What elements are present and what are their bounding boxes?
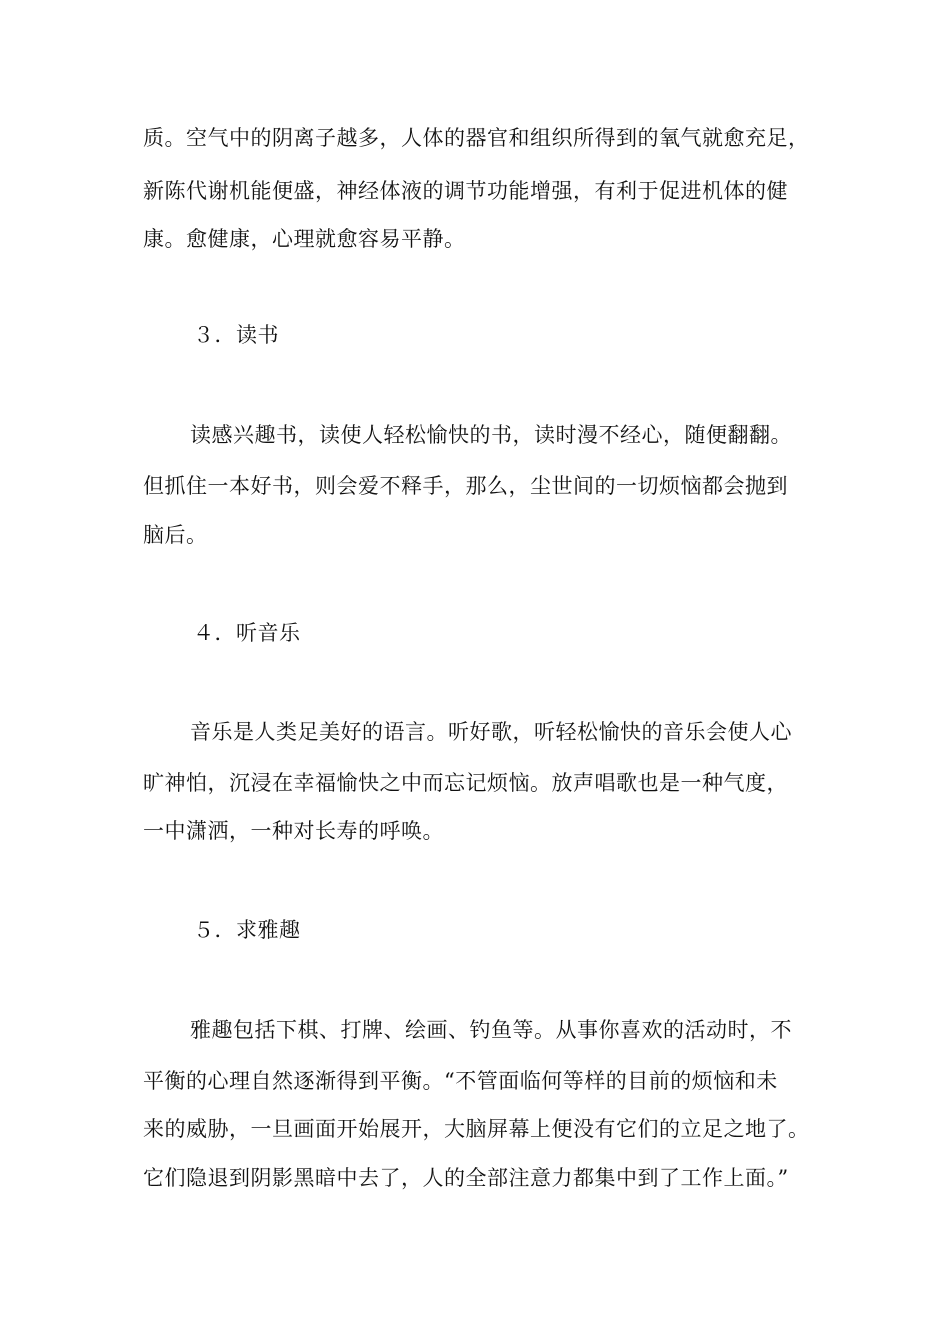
section-heading-music: ４．听音乐 <box>193 621 301 645</box>
paragraph-line: 旷神怕，沉浸在幸福愉快之中而忘记烦恼。放声唱歌也是一种气度， <box>143 771 788 795</box>
paragraph-line: 质。空气中的阴离子越多，人体的器官和组织所得到的氧气就愈充足， <box>143 126 810 150</box>
paragraph-line: 平衡的心理自然逐渐得到平衡。“不管面临何等样的目前的烦恼和未 <box>143 1069 778 1093</box>
paragraph-line: 脑后。 <box>143 523 208 547</box>
paragraph-line: 康。愈健康，心理就愈容易平静。 <box>143 227 466 251</box>
paragraph-line: 它们隐退到阴影黑暗中去了，人的全部注意力都集中到了工作上面。” <box>143 1166 789 1190</box>
section-heading-hobbies: ５．求雅趣 <box>193 918 301 942</box>
paragraph-line: 新陈代谢机能便盛，神经体液的调节功能增强，有利于促进机体的健 <box>143 179 788 203</box>
paragraph-line: 读感兴趣书，读使人轻松愉快的书，读时漫不经心，随便翻翻。 <box>190 423 792 447</box>
paragraph-line: 但抓住一本好书，则会爱不释手，那么，尘世间的一切烦恼都会抛到 <box>143 474 788 498</box>
paragraph-line: 音乐是人类足美好的语言。听好歌，听轻松愉快的音乐会使人心 <box>190 720 792 744</box>
paragraph-line: 雅趣包括下棋、打牌、绘画、钓鱼等。从事你喜欢的活动时，不 <box>190 1018 792 1042</box>
section-heading-reading: ３．读书 <box>193 323 279 347</box>
paragraph-line: 来的威胁，一旦画面开始展开，大脑屏幕上便没有它们的立足之地了。 <box>143 1117 810 1141</box>
paragraph-line: 一中潇洒，一种对长寿的呼唤。 <box>143 819 444 843</box>
